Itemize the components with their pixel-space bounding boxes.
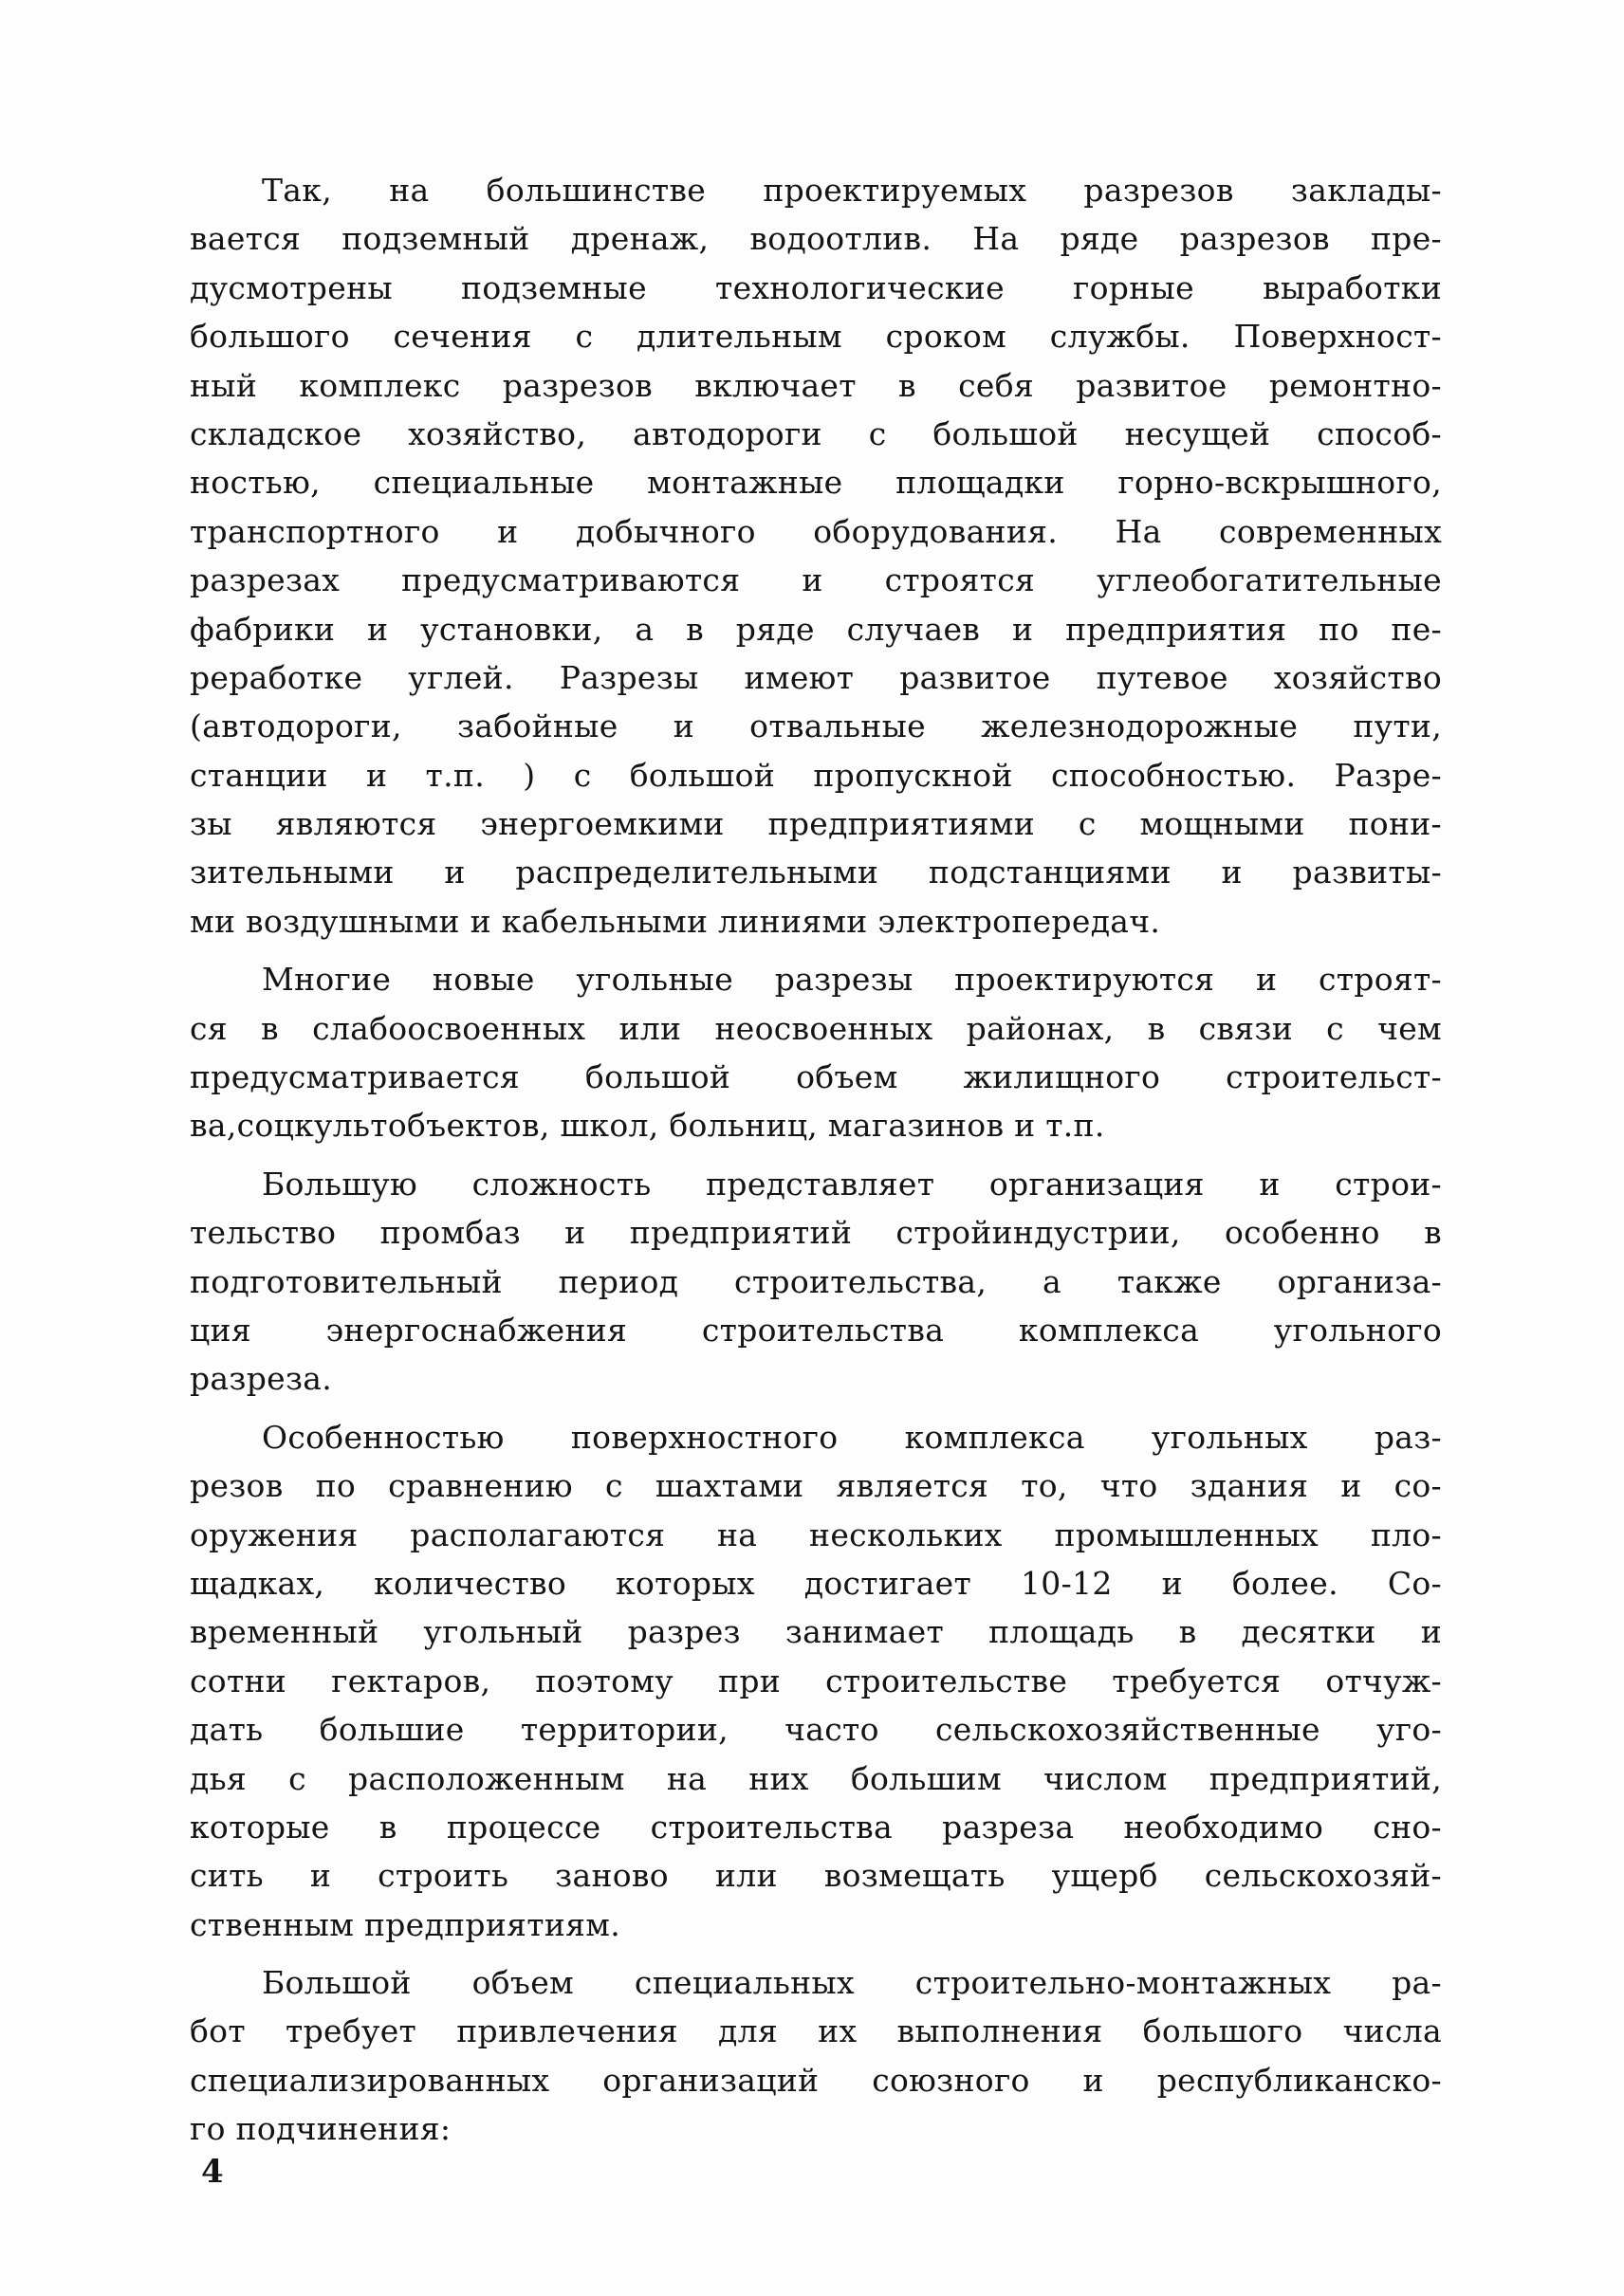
text-line: разрезах предусматриваются и строятся углеобогатительные — [190, 561, 1442, 599]
text-line: зы являются энергоемкими предприятиями с мощными пони- — [190, 805, 1442, 843]
text-line: складское хозяйство, автодороги с большой несущей способ- — [190, 414, 1442, 452]
text-line: ция энергоснабжения строительства комплекса угольного — [190, 1311, 1442, 1349]
paragraph-1 — [190, 166, 1442, 946]
text-line: Так, на большинстве проектируемых разрезов заклады- — [262, 172, 1442, 209]
paragraph-4 — [190, 1413, 1442, 1949]
text-line: ный комплекс разрезов включает в себя развитое ремонтно- — [190, 366, 1442, 404]
text-line: сотни гектаров, поэтому при строительстве требуется отчуж- — [190, 1662, 1442, 1699]
text-line: резов по сравнению с шахтами является то, что здания и со- — [190, 1467, 1442, 1505]
page-number: 4 — [201, 2153, 224, 2191]
text-line: зительными и распределительными подстанциями и развиты- — [190, 854, 1442, 891]
text-line: дусмотрены подземные технологические горные выработки — [190, 268, 1442, 306]
paragraph-5 — [190, 1958, 1442, 2154]
text-line: оружения располагаются на нескольких промышленных пло- — [190, 1515, 1442, 1553]
text-line: сить и строить заново или возмещать ущерб сельскохозяй- — [190, 1857, 1442, 1895]
text-line: подготовительный период строительства, а также организа- — [190, 1262, 1442, 1300]
text-line: (автодороги, забойные и отвальные железнодорожные пути, — [190, 707, 1442, 745]
text-line: Большую сложность представляет организация и строи- — [262, 1165, 1442, 1203]
text-line: специализированных организаций союзного и республиканско- — [190, 2061, 1442, 2099]
text-line: тельство промбаз и предприятий стройиндустрии, особенно в — [190, 1214, 1442, 1252]
text-line: ностью, специальные монтажные площадки горно-вскрышного, — [190, 464, 1442, 502]
text-line: Особенностью поверхностного комплекса угольных раз- — [262, 1418, 1442, 1456]
text-line: го подчинения: — [190, 2110, 452, 2148]
text-line: предусматривается большой объем жилищного строительст- — [190, 1058, 1442, 1096]
text-line: реработке углей. Разрезы имеют развитое путевое хозяйство — [190, 658, 1442, 696]
body-text — [190, 166, 1442, 2163]
paragraph-3 — [190, 1160, 1442, 1404]
text-line: Большой объем специальных строительно-монтажных ра- — [262, 1964, 1442, 2002]
text-line: временный угольный разрез занимает площадь в десятки и — [190, 1613, 1442, 1651]
text-line: ственным предприятиям. — [190, 1905, 620, 1943]
text-line: дья с расположенным на них большим числом предприятий, — [190, 1759, 1442, 1797]
text-line: ва,соцкультобъектов, школ, больниц, магазинов и т.п. — [190, 1107, 1105, 1145]
text-line: щадках, количество которых достигает 10-12 и более. Со- — [190, 1564, 1442, 1602]
text-line: большого сечения с длительным сроком службы. Поверхност- — [190, 318, 1442, 356]
paragraph-2 — [190, 955, 1442, 1150]
text-line: транспортного и добычного оборудования. На современных — [190, 512, 1442, 550]
text-line: фабрики и установки, а в ряде случаев и предприятия по пе- — [190, 610, 1442, 648]
text-line: которые в процессе строительства разреза необходимо сно- — [190, 1808, 1442, 1846]
text-line: бот требует привлечения для их выполнения большого числа — [190, 2012, 1442, 2050]
text-line: ми воздушными и кабельными линиями электропередач. — [190, 902, 1161, 940]
text-line: Многие новые угольные разрезы проектируются и строят- — [262, 961, 1442, 999]
text-line: дать большие территории, часто сельскохозяйственные уго- — [190, 1711, 1442, 1749]
text-line: ся в слабоосвоенных или неосвоенных районах, в связи с чем — [190, 1009, 1442, 1047]
text-line: разреза. — [190, 1360, 333, 1398]
text-line: вается подземный дренаж, водоотлив. На ряде разрезов пре- — [190, 220, 1442, 258]
text-line: станции и т.п. ) с большой пропускной способностью. Разре- — [190, 756, 1442, 794]
